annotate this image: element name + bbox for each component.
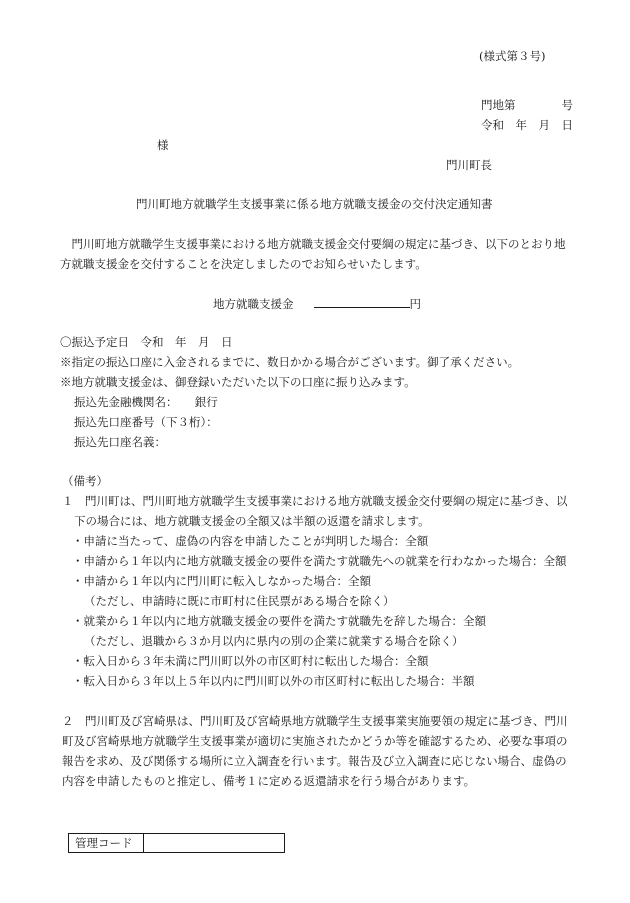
bullet-3: ・申請から１年以内に門川町に転入しなかった場合：全額 [72, 574, 371, 588]
amount-label: 地方就職支援金 [213, 297, 294, 311]
document-title: 門川町地方就職学生支援事業に係る地方就職支援金の交付決定通知書 [136, 197, 493, 211]
account-number: 振込先口座番号（下３桁）： [74, 415, 218, 429]
bullet-4-note: （ただし、退職から３か月以内に県内の別の企業に就業する場合を除く） [84, 634, 464, 648]
issue-date: 令和 年 月 日 [481, 118, 573, 132]
transfer-note-1: ※指定の振込口座に入金されるまでに、数日かかる場合がございます。御了承ください。 [60, 355, 520, 369]
remark-2-line-4: 内容を申請したものと推定し、備考１に定める返還請求を行う場合があります。 [62, 774, 476, 788]
amount-row [213, 295, 421, 312]
bullet-2: ・申請から１年以内に地方就職支援金の要件を満たす就職先への就業を行わなかった場合：全額 [72, 554, 567, 568]
bullet-1: ・申請に当たって、虚偽の内容を申請したことが判明した場合：全額 [72, 534, 429, 548]
account-name: 振込先口座名義： [74, 435, 166, 449]
intro-line-1: 門川町地方就職学生支援事業における地方就職支援金交付要綱の規定に基づき、以下のとおり地 [60, 237, 566, 251]
bullet-4: ・就業から１年以内に地方就職支援金の要件を満たす就職先を辞した場合：全額 [72, 614, 486, 628]
remarks-heading: （備考） [62, 474, 108, 488]
management-code-table [68, 833, 285, 853]
remark-2-line-1: ２ 門川町及び宮崎県は、門川町及び宮崎県地方就職学生支援事業実施要領の規定に基づき、門川 [62, 714, 568, 728]
bullet-6: ・転入日から３年以上５年以内に門川町以外の市区町村に転出した場合：半額 [72, 674, 475, 688]
management-code-label: 管理コード [69, 834, 144, 853]
intro-line-2: 方就職支援金を交付することを決定しましたのでお知らせいたします。 [60, 257, 427, 271]
amount-unit: 円 [409, 297, 421, 311]
sender-name: 門川町長 [446, 158, 492, 172]
bank-name: 振込先金融機関名： 銀行 [74, 395, 218, 409]
management-code-value [144, 834, 285, 853]
document-number: 門地第 号 [481, 98, 573, 112]
form-number: (様式第３号) [479, 49, 546, 63]
remark-2-line-2: 町及び宮崎県地方就職学生支援事業が適切に実施されたかどうか等を確認するため、必要な事項の [62, 734, 568, 748]
bullet-3-note: （ただし、申請時に既に市町村に住民票がある場合を除く） [84, 594, 395, 608]
transfer-note-2: ※地方就職支援金は、御登録いただいた以下の口座に振り込みます。 [60, 375, 416, 389]
remark-2-line-3: 報告を求め、及び関係する場所に立入調査を行います。報告及び立入調査に応じない場合、虚偽の [62, 754, 567, 768]
remark-1-line-1: １ 門川町は、門川町地方就職学生支援事業における地方就職支援金交付要綱の規定に基づき、以 [62, 494, 568, 508]
recipient-suffix: 様 [157, 138, 169, 152]
bullet-5: ・転入日から３年未満に門川町以外の市区町村に転出した場合：全額 [72, 654, 429, 668]
amount-blank [314, 295, 410, 308]
scheduled-date: 〇振込予定日 令和 年 月 日 [60, 335, 233, 349]
remark-1-line-2: 下の場合には、地方就職支援金の全額又は半額の返還を請求します。 [74, 514, 430, 528]
